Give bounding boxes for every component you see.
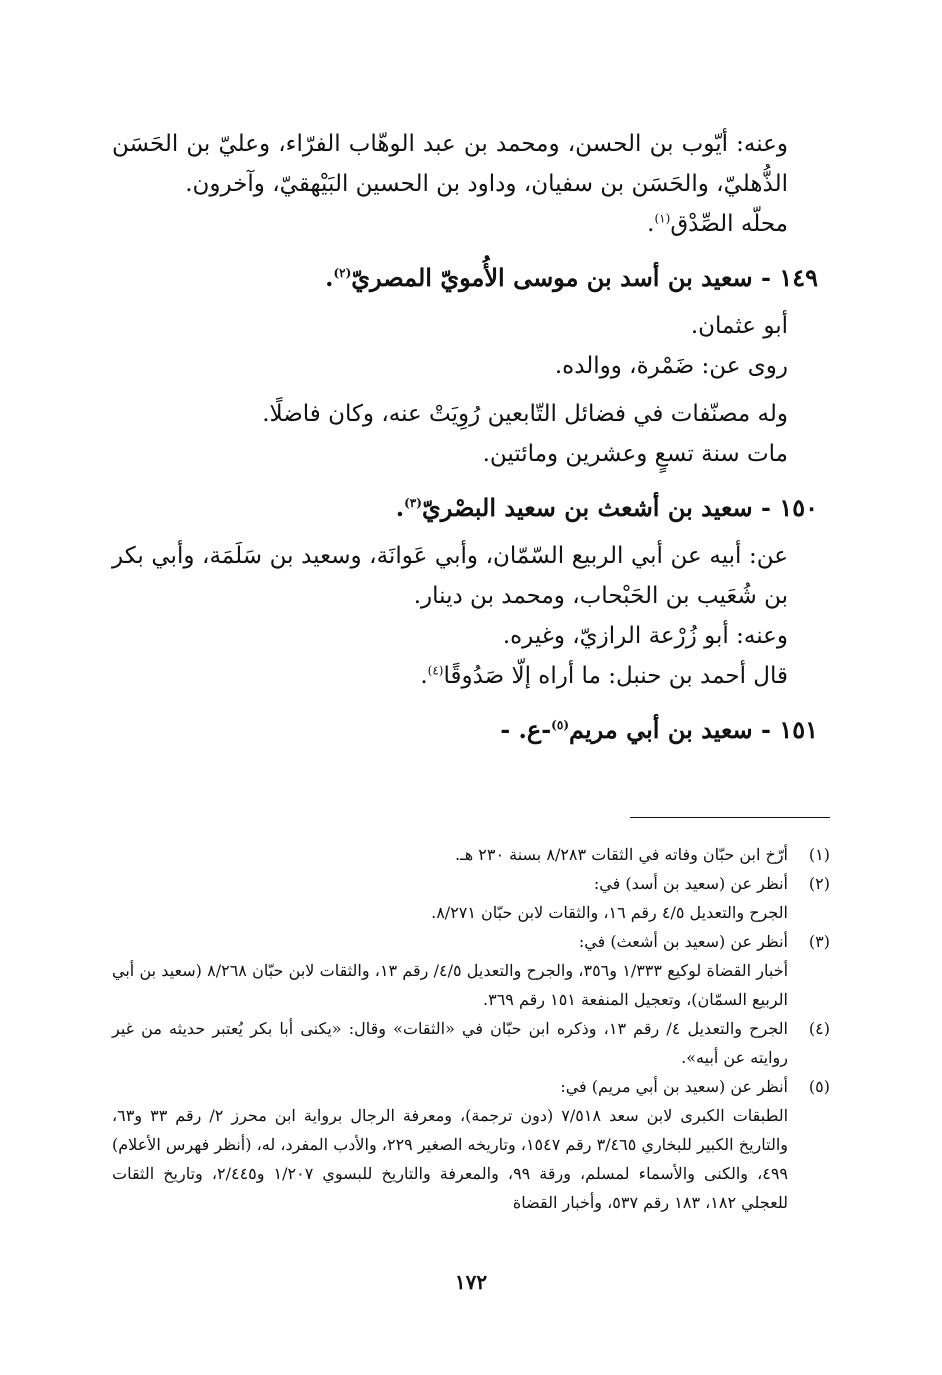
footnote-ref[interactable]: (٣) xyxy=(404,496,422,510)
footnote-line: الطبقات الكبرى لابن سعد ٧/٥١٨ (دون ترجمة)، ومعرفة الرجال برواية ابن محرز ٢/ رقم ٣٣ و٦٣، والتاريخ الكبير للبخاري ٣/٤٦٥ رقم ١٥٤٧، وتاريخه الصغير ٢٢٩، والأدب المفرد، له، (أنظر فهرس الأعلام) ٤٩٩، والكنى والأسماء لمسلم، ورقة ٩٩، والمعرفة والتاريخ للبسوي ١/٢٠٧ و٢/٤٤٥، وتاريخ الثقات للعجلي ١٨٢، ١٨٣ رقم ٥٣٧، وأخبار القضاة xyxy=(112,1106,789,1212)
footnote-line: أخبار القضاة لوكيع ١/٣٣٣ و٣٥٦، والجرح والتعديل ٤/٥/ رقم ١٣، والثقات لابن حبّان ٨/٢٦٨ (سعيد بن أبي الربيع السمّان)، وتعجيل المنفعة ١٥١ رقم ٣٦٩. xyxy=(112,961,789,1009)
footnote-line: أنظر عن (سعيد بن أبي مريم) في: xyxy=(560,1077,788,1096)
footnote-1 xyxy=(112,840,830,869)
footnote-ref[interactable]: (١) xyxy=(654,211,671,226)
paragraph-grade: محلّه الصِّدْق$^{(١)}$. xyxy=(647,211,788,237)
paragraph-teachers: عن: أبيه عن أبي الربيع السّمّان، وأبي عَوانَة، وسعيد بن سَلَمَة، وأبي بكر بن شُعَيب بن الحَبْحاب، ومحمد بن دينار. xyxy=(112,543,788,609)
footnote-number: (٥) xyxy=(808,1077,830,1096)
footnotes xyxy=(112,840,830,1217)
footnote-ref[interactable]: (٤) xyxy=(427,663,444,678)
footnote-divider xyxy=(630,817,830,818)
footnote-line: أنظر عن (سعيد بن أشعث) في: xyxy=(578,932,788,951)
paragraph-death: مات سنة تسعٍ وعشرين ومائتين. xyxy=(482,441,788,467)
footnote-line: أنظر عن (سعيد بن أسد) في: xyxy=(593,874,788,893)
main-text xyxy=(112,124,830,758)
paragraph-quote: قال أحمد بن حنبل: ما أراه إلّا صَدُوقًا$^{(٤)}$. xyxy=(420,663,788,689)
footnote-number: (٣) xyxy=(808,932,830,951)
paragraph-kunya: أبو عثمان. xyxy=(690,313,788,339)
paragraph-students: وعنه: أبو زُرْعة الرازيّ، وغيره. xyxy=(502,623,788,649)
footnote-5 xyxy=(112,1072,830,1217)
footnote-ref[interactable]: (٥) xyxy=(551,718,569,732)
footnote-3 xyxy=(112,927,830,1014)
footnote-number: (٤) xyxy=(808,1019,830,1038)
page-number: ١٧٢ xyxy=(454,1270,488,1294)
paragraph-narrators: وعنه: أيّوب بن الحسن، ومحمد بن عبد الوهّاب الفرّاء، وعليّ بن الحَسَن الذُّهليّ، والحَسَن بن سفيان، وداود بن الحسين البَيْهقيّ، وآخرون. xyxy=(112,131,788,197)
footnote-2 xyxy=(112,869,830,927)
footnote-ref[interactable]: (٢) xyxy=(333,266,352,280)
paragraph-works: وله مصنّفات في فضائل التّابعين رُوِيَتْ عنه، وكان فاضلًا. xyxy=(262,401,788,427)
footnote-line: الجرح والتعديل ٤/ رقم ١٣، وذكره ابن حبّان في «الثقات» وقال: «يكنى أبا بكر يُعتبر حديثه من غير روايته عن أبيه». xyxy=(112,1019,788,1067)
entry-heading-150: ١٥٠ - سعيد بن أشعث بن سعيد البصْريّ$^{(٣)}$. xyxy=(395,493,818,522)
footnote-number: (٢) xyxy=(808,874,830,893)
footnote-number: (١) xyxy=(808,845,830,864)
footnote-4 xyxy=(112,1014,830,1072)
footnote-line: الجرح والتعديل ٤/٥ رقم ١٦، والثقات لابن حبّان ٨/٢٧١. xyxy=(431,903,788,922)
footnote-line: أرّخ ابن حبّان وفاته في الثقات ٨/٢٨٣ بسنة ٢٣٠ هـ. xyxy=(454,845,788,864)
paragraph-narrated-from: روى عن: ضَمْرة، ووالده. xyxy=(554,353,788,379)
entry-heading-149: ١٤٩ - سعيد بن أسد بن موسى الأُمويّ المصريّ$^{(٢)}$. xyxy=(325,263,818,292)
entry-heading-151: ١٥١ - سعيد بن أبي مريم$^{(٥)}$-ع. - xyxy=(500,715,818,744)
